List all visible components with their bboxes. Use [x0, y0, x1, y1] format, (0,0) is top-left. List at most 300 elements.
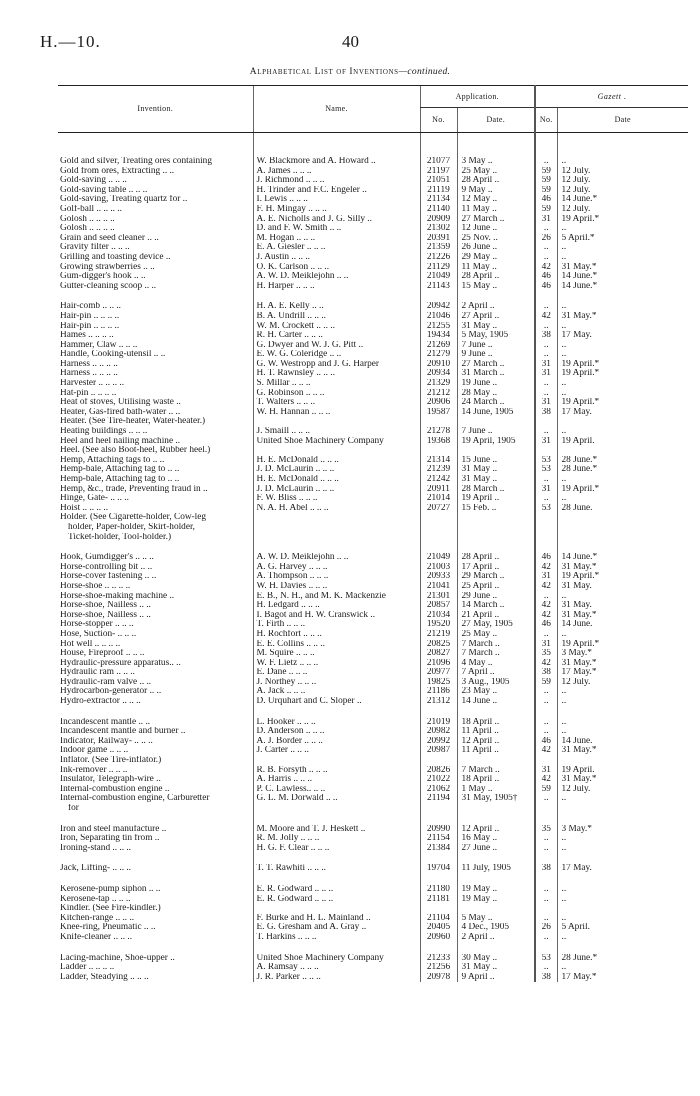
app-no-cell: 21014: [420, 494, 457, 504]
name-cell: J. Austin .. .. ..: [253, 253, 420, 263]
gazette-no-cell: 46: [535, 620, 557, 630]
name-cell: F. Burke and H. L. Mainland ..: [253, 914, 420, 924]
invention-cell: Grilling and toasting device ..: [60, 252, 171, 262]
gazette-date-cell: 3 May.*: [557, 649, 688, 659]
app-date-cell: [457, 904, 535, 914]
gazette-no-cell: ..: [535, 718, 557, 728]
app-date-cell: 31 May ..: [457, 475, 535, 485]
app-date-cell: 12 April ..: [457, 825, 535, 835]
gazette-date-cell: ..: [557, 834, 688, 844]
gazette-no-cell: 42: [535, 659, 557, 669]
gazette-date-cell: ..: [557, 224, 688, 234]
name-cell: G. W. Westropp and J. G. Harper: [253, 360, 420, 370]
gazette-no-cell: 53: [535, 465, 557, 475]
table-row: [58, 263, 688, 273]
app-no-cell: 19587: [420, 408, 457, 418]
gazette-no-cell: 46: [535, 272, 557, 282]
app-no-cell: 19368: [420, 437, 457, 447]
name-cell: A. Jack .. .. ..: [253, 687, 420, 697]
name-cell: R. H. Carter .. .. ..: [253, 331, 420, 341]
app-date-cell: 7 March ..: [457, 640, 535, 650]
gazette-no-cell: 59: [535, 167, 557, 177]
invention-cell: Heel. (See also Boot-heel, Rubber heel.): [60, 446, 211, 456]
gazette-date-cell: 12 July.: [557, 205, 688, 215]
app-date-cell: 11 May ..: [457, 263, 535, 273]
name-cell: J. Richmond .. .. ..: [253, 176, 420, 186]
gazette-date-cell: 19 April.: [557, 766, 688, 776]
table-row: [58, 504, 688, 514]
gazette-date-cell: ..: [557, 322, 688, 332]
name-cell: E. A. Giesler .. .. ..: [253, 243, 420, 253]
invention-cell: Insulator, Telegraph-wire ..: [60, 775, 161, 785]
name-cell: H. Ledgard .. .. ..: [253, 601, 420, 611]
app-no-cell: 20825: [420, 640, 457, 650]
column-gazette: [535, 86, 688, 108]
invention-cell: Hydraulic-pressure apparatus.. ..: [60, 658, 181, 668]
app-no-cell: 21003: [420, 563, 457, 573]
invention-cell: Hemp, &c., trade, Preventing fraud in ..: [60, 484, 208, 494]
app-no-cell: [420, 523, 457, 533]
app-date-cell: 16 May ..: [457, 834, 535, 844]
app-no-cell: 21104: [420, 914, 457, 924]
app-no-cell: 21119: [420, 186, 457, 196]
app-no-cell: 20990: [420, 825, 457, 835]
app-no-cell: 20911: [420, 485, 457, 495]
app-no-cell: 21062: [420, 785, 457, 795]
list-title: [0, 67, 700, 77]
table-row: [58, 523, 688, 533]
name-cell: O. K. Carlson .. .. ..: [253, 263, 420, 273]
gazette-no-cell: 31: [535, 360, 557, 370]
gazette-no-cell: 42: [535, 582, 557, 592]
gazette-no-cell: ..: [535, 427, 557, 437]
table-row: [58, 465, 688, 475]
app-date-cell: 5 May ..: [457, 914, 535, 924]
section-spacer: [58, 814, 688, 825]
name-cell: H. A. E. Kelly .. ..: [253, 302, 420, 312]
gazette-date-cell: [557, 417, 688, 427]
column-name: Name.: [253, 86, 420, 133]
gazette-date-cell: 17 May.*: [557, 668, 688, 678]
invention-cell: Gum-digger's hook .. ..: [60, 272, 146, 282]
table-row: [58, 379, 688, 389]
gazette-no-cell: ..: [535, 727, 557, 737]
gazette-no-cell: [535, 533, 557, 543]
gazette-no-cell: 31: [535, 485, 557, 495]
app-no-cell: 21212: [420, 389, 457, 399]
column-gazette-label: Gazett .: [597, 91, 627, 101]
invention-cell: for: [68, 804, 79, 813]
invention-cell: Ladder .. .. .. ..: [60, 963, 115, 973]
invention-cell: Hydrocarbon-generator .. ..: [60, 687, 162, 697]
gazette-no-cell: 35: [535, 825, 557, 835]
table-row: [58, 727, 688, 737]
invention-cell: Gold-saving .. .. ..: [60, 176, 127, 186]
invention-cell: Gold-saving table .. .. ..: [60, 185, 148, 195]
invention-cell: Iron and steel manufacture ..: [60, 824, 167, 834]
invention-cell: Horse-shoe, Nailless .. ..: [60, 610, 151, 620]
inventions-table: [58, 85, 688, 982]
table-row: [58, 640, 688, 650]
gazette-date-cell: ..: [557, 794, 688, 804]
report-code: H.—10.: [40, 32, 101, 51]
invention-cell: Indicator, Railway- .. .. ..: [60, 736, 153, 746]
app-no-cell: 20391: [420, 234, 457, 244]
name-cell: J. Carter .. .. ..: [253, 746, 420, 756]
table-row: [58, 563, 688, 573]
gazette-date-cell: [557, 804, 688, 814]
gazette-date-cell: 14 June.: [557, 737, 688, 747]
name-cell: N. A. H. Abel .. .. ..: [253, 504, 420, 514]
gazette-no-cell: ..: [535, 933, 557, 943]
name-cell: G. Dwyer and W. J. G. Pitt ..: [253, 341, 420, 351]
gazette-date-cell: 31 May.*: [557, 263, 688, 273]
table-row: [58, 312, 688, 322]
invention-cell: Hoist .. .. .. ..: [60, 503, 109, 513]
table-row: [58, 253, 688, 263]
gazette-no-cell: 26: [535, 234, 557, 244]
gazette-date-cell: 28 June.: [557, 504, 688, 514]
app-date-cell: 31 May, 1905†: [457, 794, 535, 804]
app-date-cell: 25 April ..: [457, 582, 535, 592]
gazette-no-cell: [535, 523, 557, 533]
gazette-no-cell: ..: [535, 895, 557, 905]
section-spacer: [58, 707, 688, 718]
column-gazette-no: No.: [535, 108, 557, 133]
app-date-cell: 7 March ..: [457, 766, 535, 776]
invention-cell: Gutter-cleaning scoop .. ..: [60, 281, 157, 291]
name-cell: [253, 523, 420, 533]
name-cell: H. T. Rawnsley .. .. ..: [253, 369, 420, 379]
gazette-no-cell: 42: [535, 775, 557, 785]
page-number: 40: [342, 32, 359, 51]
app-date-cell: 24 March ..: [457, 398, 535, 408]
table-row: [58, 572, 688, 582]
table-row: [58, 417, 688, 427]
gazette-date-cell: 31 May.*: [557, 312, 688, 322]
gazette-no-cell: [535, 756, 557, 766]
table-row: [58, 456, 688, 466]
name-cell: H. Trinder and F.C. Engeler ..: [253, 186, 420, 196]
table-row: [58, 611, 688, 621]
gazette-no-cell: 31: [535, 398, 557, 408]
page-header: [0, 32, 700, 56]
invention-cell: Horse-shoe .. .. .. ..: [60, 581, 131, 591]
app-no-cell: 20960: [420, 933, 457, 943]
name-cell: I. Lewis .. .. ..: [253, 195, 420, 205]
invention-cell: Internal-combustion engine ..: [60, 784, 170, 794]
app-date-cell: 29 March ..: [457, 572, 535, 582]
gazette-date-cell: 12 July.: [557, 785, 688, 795]
gazette-no-cell: 31: [535, 640, 557, 650]
invention-cell: Hat-pin .. .. .. ..: [60, 388, 117, 398]
table-row: [58, 697, 688, 707]
app-no-cell: 19825: [420, 678, 457, 688]
name-cell: H. E. McDonald .. .. ..: [253, 475, 420, 485]
app-no-cell: 21143: [420, 282, 457, 292]
app-no-cell: 21051: [420, 176, 457, 186]
list-title-main: Alphabetical List of Inventions: [249, 67, 399, 77]
table-row: [58, 494, 688, 504]
app-no-cell: 21242: [420, 475, 457, 485]
gazette-date-cell: 19 April.*: [557, 369, 688, 379]
table-row: [58, 389, 688, 399]
name-cell: T. Firth .. .. ..: [253, 620, 420, 630]
app-date-cell: 19 May ..: [457, 885, 535, 895]
column-gazette-date: Date: [557, 108, 688, 133]
table-row: [58, 668, 688, 678]
app-date-cell: 5 May, 1905: [457, 331, 535, 341]
app-date-cell: 28 April ..: [457, 553, 535, 563]
app-date-cell: [457, 804, 535, 814]
gazette-no-cell: ..: [535, 302, 557, 312]
table-row: [58, 205, 688, 215]
gazette-date-cell: 19 April.*: [557, 485, 688, 495]
gazette-no-cell: 46: [535, 553, 557, 563]
name-cell: J. Northey .. .. ..: [253, 678, 420, 688]
name-cell: United Shoe Machinery Company: [253, 954, 420, 964]
gazette-no-cell: [535, 804, 557, 814]
name-cell: M. Moore and T. J. Heskett ..: [253, 825, 420, 835]
gazette-no-cell: 38: [535, 973, 557, 983]
column-application: Application.: [420, 86, 535, 108]
table-row: [58, 398, 688, 408]
app-no-cell: 20826: [420, 766, 457, 776]
app-date-cell: 27 March ..: [457, 215, 535, 225]
app-no-cell: 21302: [420, 224, 457, 234]
name-cell: T. T. Rawhiti .. .. ..: [253, 864, 420, 874]
app-date-cell: 19 June ..: [457, 379, 535, 389]
invention-cell: Growing strawberries .. ..: [60, 262, 155, 272]
app-no-cell: 20992: [420, 737, 457, 747]
gazette-date-cell: 12 July.: [557, 678, 688, 688]
app-date-cell: 7 April ..: [457, 668, 535, 678]
gazette-date-cell: ..: [557, 302, 688, 312]
app-no-cell: [420, 446, 457, 456]
table-row: [58, 895, 688, 905]
app-date-cell: 12 June ..: [457, 224, 535, 234]
invention-cell: Hydraulic ram .. .. ..: [60, 668, 135, 678]
invention-cell: Hemp, Attaching tags to .. ..: [60, 455, 165, 465]
app-no-cell: 21384: [420, 844, 457, 854]
name-cell: I. Bagot and H. W. Cranswick ..: [253, 611, 420, 621]
table-row: [58, 659, 688, 669]
app-date-cell: 15 May ..: [457, 282, 535, 292]
invention-cell: holder, Paper-holder, Skirt-holder,: [68, 522, 196, 532]
table-row: [58, 485, 688, 495]
gazette-date-cell: 12 July.: [557, 167, 688, 177]
name-cell: H. G. F. Clear .. .. ..: [253, 844, 420, 854]
table-row: [58, 282, 688, 292]
gazette-date-cell: 31 May.*: [557, 659, 688, 669]
section-spacer: [58, 542, 688, 553]
name-cell: E. E. Collins .. .. ..: [253, 640, 420, 650]
name-cell: [253, 756, 420, 766]
app-date-cell: 15 Feb. ..: [457, 504, 535, 514]
app-no-cell: 20982: [420, 727, 457, 737]
gazette-date-cell: ..: [557, 592, 688, 602]
name-cell: [253, 417, 420, 427]
app-no-cell: 21046: [420, 312, 457, 322]
section-spacer: [58, 133, 688, 158]
gazette-no-cell: [535, 446, 557, 456]
gazette-date-cell: 14 June.*: [557, 282, 688, 292]
table-row: [58, 322, 688, 332]
name-cell: D. and F. W. Smith .. ..: [253, 224, 420, 234]
table-row: [58, 243, 688, 253]
gazette-no-cell: ..: [535, 794, 557, 804]
gazette-date-cell: [557, 523, 688, 533]
gazette-date-cell: ..: [557, 727, 688, 737]
app-date-cell: 19 April, 1905: [457, 437, 535, 447]
app-date-cell: 7 June ..: [457, 427, 535, 437]
name-cell: A. Ramsay .. .. ..: [253, 963, 420, 973]
app-no-cell: 19704: [420, 864, 457, 874]
gazette-no-cell: 53: [535, 954, 557, 964]
gazette-date-cell: 12 July.: [557, 176, 688, 186]
name-cell: J. D. McLaurin .. .. ..: [253, 465, 420, 475]
gazette-date-cell: ..: [557, 630, 688, 640]
gazette-date-cell: 31 May.*: [557, 563, 688, 573]
name-cell: R. M. Jolly .. .. ..: [253, 834, 420, 844]
gazette-no-cell: 31: [535, 215, 557, 225]
app-date-cell: 30 May ..: [457, 954, 535, 964]
gazette-no-cell: 38: [535, 331, 557, 341]
name-cell: M. Squire .. .. ..: [253, 649, 420, 659]
gazette-no-cell: ..: [535, 389, 557, 399]
app-no-cell: 20987: [420, 746, 457, 756]
app-no-cell: 21034: [420, 611, 457, 621]
gazette-date-cell: 19 April.: [557, 437, 688, 447]
table-row: [58, 360, 688, 370]
invention-cell: Inflator. (See Tire-inflator.): [60, 756, 162, 766]
app-no-cell: 19434: [420, 331, 457, 341]
invention-cell: Hames .. .. .. ..: [60, 331, 114, 341]
gazette-no-cell: 38: [535, 668, 557, 678]
gazette-no-cell: 42: [535, 746, 557, 756]
gazette-date-cell: 14 June.: [557, 620, 688, 630]
invention-cell: Hair-pin .. .. .. ..: [60, 311, 120, 321]
table-row: [58, 446, 688, 456]
gazette-no-cell: 42: [535, 312, 557, 322]
name-cell: A. Harris .. .. ..: [253, 775, 420, 785]
section-spacer: [58, 943, 688, 954]
gazette-date-cell: 17 May.*: [557, 973, 688, 983]
invention-cell: Hammer, Claw .. .. ..: [60, 340, 138, 350]
gazette-no-cell: 42: [535, 611, 557, 621]
table-row: [58, 766, 688, 776]
gazette-no-cell: 42: [535, 563, 557, 573]
app-no-cell: 21279: [420, 350, 457, 360]
gazette-no-cell: 53: [535, 456, 557, 466]
gazette-date-cell: 31 May.*: [557, 746, 688, 756]
gazette-date-cell: [557, 513, 688, 523]
table-row: [58, 687, 688, 697]
name-cell: [253, 533, 420, 543]
name-cell: M. Hogan .. .. ..: [253, 234, 420, 244]
invention-cell: Handle, Cooking-utensil .. ..: [60, 350, 166, 360]
table-row: [58, 963, 688, 973]
app-date-cell: 25 Nov. ..: [457, 234, 535, 244]
gazette-no-cell: ..: [535, 322, 557, 332]
invention-cell: Holder. (See Cigarette-holder, Cow-leg: [60, 513, 207, 523]
invention-cell: Horse-shoe, Nailless .. ..: [60, 601, 151, 611]
name-cell: [253, 804, 420, 814]
app-date-cell: 21 April ..: [457, 611, 535, 621]
name-cell: E. G. Gresham and A. Gray ..: [253, 923, 420, 933]
gazette-date-cell: ..: [557, 475, 688, 485]
app-date-cell: 11 April ..: [457, 746, 535, 756]
table-row: [58, 601, 688, 611]
app-no-cell: 21197: [420, 167, 457, 177]
app-date-cell: [457, 513, 535, 523]
name-cell: A. W. D. Meiklejohn .. ..: [253, 272, 420, 282]
gazette-date-cell: [557, 446, 688, 456]
invention-cell: Horse-stopper .. .. ..: [60, 620, 134, 630]
invention-cell: Gold from ores, Extracting .. ..: [60, 166, 175, 176]
invention-cell: Hook, Gumdigger's .. .. ..: [60, 553, 154, 563]
table-row: [58, 864, 688, 874]
invention-cell: Jack, Lifting- .. .. ..: [60, 864, 132, 874]
table-row: [58, 437, 688, 447]
invention-cell: Gold-saving, Treating quartz for ..: [60, 195, 188, 205]
app-no-cell: 20942: [420, 302, 457, 312]
gazette-date-cell: [557, 533, 688, 543]
name-cell: W. F. Lietz .. .. ..: [253, 659, 420, 669]
gazette-date-cell: ..: [557, 697, 688, 707]
list-title-suffix: —continued.: [398, 67, 451, 77]
invention-cell: Hot well .. .. .. ..: [60, 639, 121, 649]
app-no-cell: 21022: [420, 775, 457, 785]
gazette-no-cell: ..: [535, 224, 557, 234]
app-date-cell: 1 May ..: [457, 785, 535, 795]
table-row: [58, 553, 688, 563]
table-row: [58, 923, 688, 933]
table-row: [58, 592, 688, 602]
app-date-cell: 4 Dec., 1905: [457, 923, 535, 933]
table-row: [58, 350, 688, 360]
name-cell: E. R. Godward .. .. ..: [253, 885, 420, 895]
app-no-cell: 21269: [420, 341, 457, 351]
column-invention: Invention.: [58, 86, 253, 133]
gazette-date-cell: [557, 756, 688, 766]
table-body: [58, 133, 688, 983]
invention-cell: Incandescent mantle and burner ..: [60, 727, 186, 737]
table-row: [58, 215, 688, 225]
name-cell: A. James .. .. ..: [253, 167, 420, 177]
gazette-date-cell: 31 May.: [557, 601, 688, 611]
app-date-cell: 28 May ..: [457, 389, 535, 399]
gazette-date-cell: 14 June.*: [557, 272, 688, 282]
column-app-no: No.: [420, 108, 457, 133]
table-row: [58, 186, 688, 196]
name-cell: G. L. M. Dorwald .. ..: [253, 794, 420, 804]
gazette-date-cell: ..: [557, 243, 688, 253]
app-no-cell: 21194: [420, 794, 457, 804]
gazette-no-cell: ..: [535, 697, 557, 707]
app-date-cell: 19 May ..: [457, 895, 535, 905]
gazette-date-cell: ..: [557, 427, 688, 437]
gazette-no-cell: ..: [535, 379, 557, 389]
gazette-no-cell: ..: [535, 885, 557, 895]
gazette-date-cell: ..: [557, 933, 688, 943]
app-date-cell: [457, 417, 535, 427]
table-row: [58, 678, 688, 688]
app-no-cell: 21077: [420, 157, 457, 167]
app-no-cell: [420, 804, 457, 814]
gazette-date-cell: ..: [557, 350, 688, 360]
app-date-cell: 11 April ..: [457, 727, 535, 737]
